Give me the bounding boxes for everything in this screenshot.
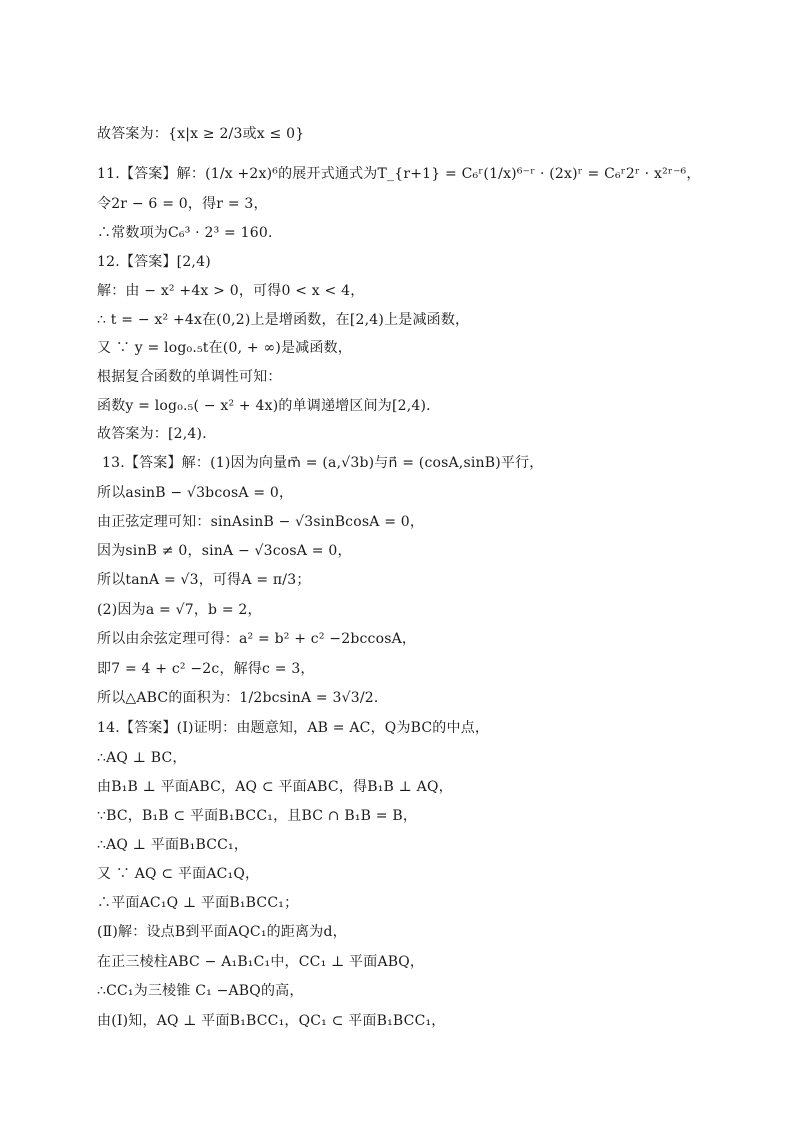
answer-line-14-part2-distance: (Ⅱ)解：设点B到平面AQC₁的距离为d， xyxy=(97,924,347,940)
answer-line-14-proof-start: 14.【答案】(Ⅰ)证明：由题意知，AB = AC，Q为BC的中点， xyxy=(97,720,490,736)
answer-line-12-interval: 函数y = log₀.₅( − x² + 4x)的单调递增区间为[2,4)． xyxy=(97,398,441,414)
answer-line-14-aq-perp-bc: ∴AQ ⊥ BC， xyxy=(97,750,187,766)
answer-line-14-aq-in-plane: 又 ∵ AQ ⊂ 平面AC₁Q， xyxy=(97,866,260,882)
answer-line-12-monotonic-t: ∴ t = − x² +4x在(0,2)上是增函数，在[2,4)上是减函数， xyxy=(97,312,470,328)
answer-line-13-sinb-nonzero: 因为sinB ≠ 0，sinA − √3cosA = 0， xyxy=(97,543,352,559)
answer-line-10-final: 故答案为：{x|x ≥ 2/3或x ≤ 0} xyxy=(97,126,305,142)
answer-line-13-solve-c: 即7 = 4 + c² −2c，解得c = 3， xyxy=(97,661,315,677)
answer-line-13-cosine-rule: 所以由余弦定理可得：a² = b² + c² −2bccosA， xyxy=(97,631,417,647)
answer-line-13-sine-rule: 由正弦定理可知：sinAsinB − √3sinBcosA = 0， xyxy=(97,514,425,530)
answer-line-11-solve-r: 令2r − 6 = 0，得r = 3， xyxy=(97,196,268,212)
answer-line-13-vectors: 13.【答案】解：(1)因为向量m⃗ = (a,√3b)与n⃗ = (cosA,sinB)平行， xyxy=(102,455,544,471)
answer-line-13-parallel: 所以asinB − √3bcosA = 0， xyxy=(97,485,294,501)
answer-line-14-prism: 在正三棱柱ABC − A₁B₁C₁中，CC₁ ⊥ 平面ABQ， xyxy=(97,954,425,970)
answer-line-13-angle-a: 所以tanA = √3，可得A = π/3； xyxy=(97,572,311,588)
answer-line-13-area: 所以△ABC的面积为：1/2bcsinA = 3√3/2． xyxy=(97,690,389,706)
answer-line-12-domain: 解：由 − x² +4x > 0，可得0 < x < 4， xyxy=(97,283,365,299)
answer-line-12-final: 故答案为：[2,4)． xyxy=(97,426,217,442)
answer-line-14-pyramid-height: ∴CC₁为三棱锥 C₁ −ABQ的高， xyxy=(97,983,304,999)
answer-line-14-plane-intersection: ∵BC，B₁B ⊂ 平面B₁BCC₁，且BC ∩ B₁B = B， xyxy=(97,808,418,824)
answer-line-14-aq-perp-plane: ∴AQ ⊥ 平面B₁BCC₁， xyxy=(97,837,249,853)
answer-line-12-log-decreasing: 又 ∵ y = log₀.₅t在(0, + ∞)是减函数， xyxy=(97,340,352,356)
answer-line-14-planes-perp: ∴平面AC₁Q ⊥ 平面B₁BCC₁； xyxy=(97,895,299,911)
answer-line-12-composite: 根据复合函数的单调性可知： xyxy=(97,369,282,385)
answer-line-12-answer: 12.【答案】[2,4) xyxy=(97,254,211,270)
answer-line-14-b1b-perp-aq: 由B₁B ⊥ 平面ABC，AQ ⊂ 平面ABC，得B₁B ⊥ AQ， xyxy=(97,779,453,795)
answer-line-13-part2-given: (2)因为a = √7，b = 2， xyxy=(97,602,262,618)
answer-line-11-constant-term: ∴常数项为C₆³ · 2³ = 160． xyxy=(97,225,283,241)
answer-line-11-general-term: 11.【答案】解：(1/x +2x)⁶的展开式通式为T_{r+1} = C₆ʳ(1/x)⁶⁻ʳ · (2x)ʳ = C₆ʳ2ʳ · x²ʳ⁻⁶， xyxy=(97,166,701,182)
answer-line-14-from-part1: 由(Ⅰ)知，AQ ⊥ 平面B₁BCC₁，QC₁ ⊂ 平面B₁BCC₁， xyxy=(97,1013,446,1029)
